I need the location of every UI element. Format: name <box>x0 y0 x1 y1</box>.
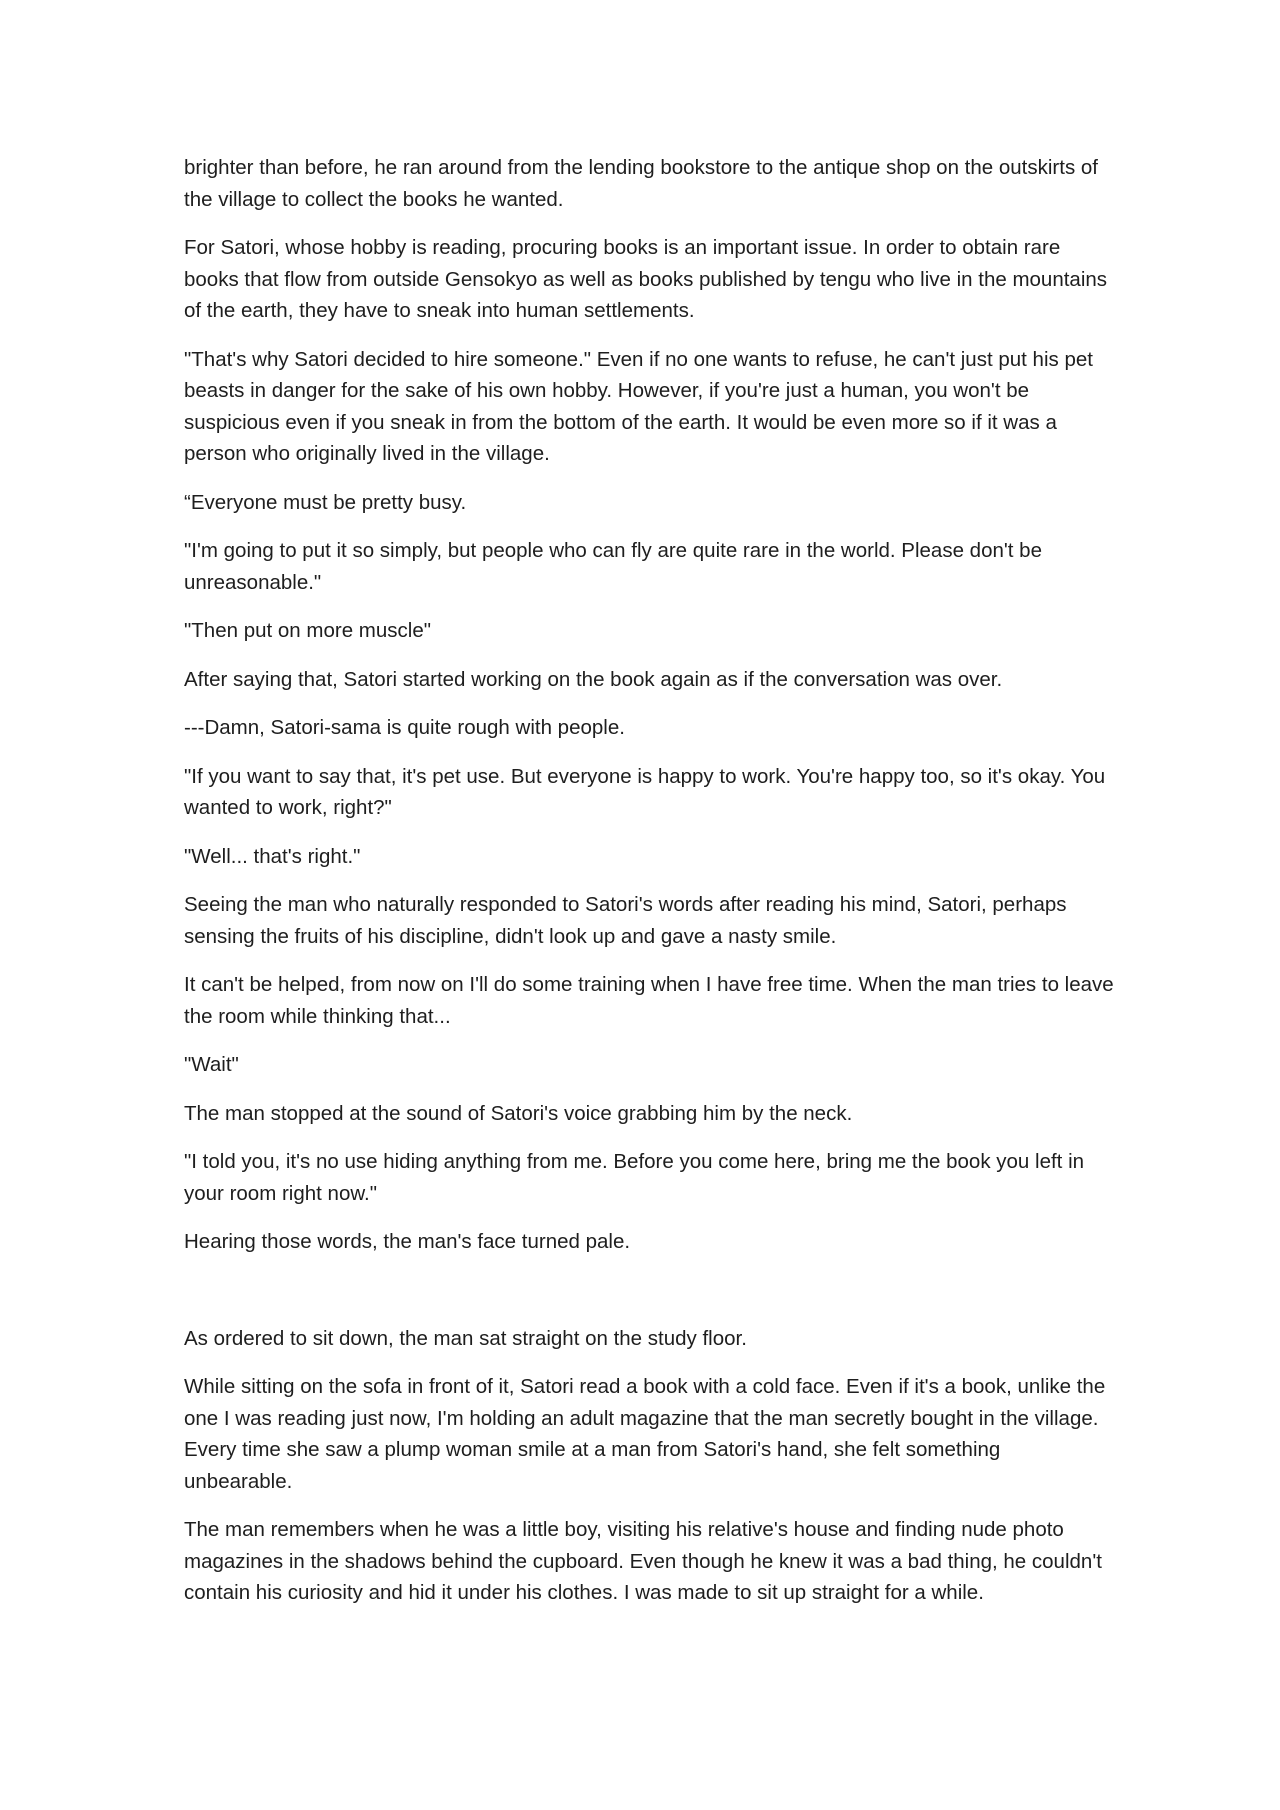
paragraph: While sitting on the sofa in front of it, Satori read a book with a cold face. Even if it's a book, unlike the one I was reading just now, I'm holding an adult magazine that the man secretly bought in the village. Every time she saw a plump woman smile at a man from Satori's hand, she felt something unbearable. <box>184 1375 1106 1493</box>
paragraph: "I told you, it's no use hiding anything from me. Before you come here, bring me the book you left in your room right now." <box>184 1150 1085 1205</box>
paragraph: After saying that, Satori started working on the book again as if the conversation was over. <box>184 667 1003 691</box>
paragraph: "Wait" <box>184 1053 239 1076</box>
paragraph: ---Damn, Satori-sama is quite rough with people. <box>184 716 625 739</box>
paragraph: The man remembers when he was a little boy, visiting his relative's house and finding nude photo magazines in the shadows behind the cupboard. Even though he knew it was a bad thing, he couldn't contain his curiosity and hid it under his clothes. I was made to sit up straight for a while. <box>184 1518 1102 1604</box>
paragraph: The man stopped at the sound of Satori's voice grabbing him by the neck. <box>184 1101 853 1125</box>
paragraph: "If you want to say that, it's pet use. But everyone is happy to work. You're happy too, so it's okay. You wanted to work, right?" <box>184 764 1106 819</box>
paragraph: Hearing those words, the man's face turned pale. <box>184 1230 631 1253</box>
paragraph: brighter than before, he ran around from the lending bookstore to the antique shop on the outskirts of the village to collect the books he wanted. <box>184 156 1098 211</box>
paragraph: "Well... that's right." <box>184 844 361 868</box>
paragraph: "Then put on more muscle" <box>184 619 432 642</box>
paragraph: It can't be helped, from now on I'll do some training when I have free time. When the man tries to leave the room while thinking that... <box>184 973 1114 1028</box>
paragraph: "I'm going to put it so simply, but people who can fly are quite rare in the world. Please don't be unreasonable." <box>184 539 1042 594</box>
paragraph: “Everyone must be pretty busy. <box>184 490 467 514</box>
paragraph: As ordered to sit down, the man sat straight on the study floor. <box>184 1326 747 1350</box>
paragraph: Seeing the man who naturally responded to Satori's words after reading his mind, Satori, perhaps sensing the fruits of his discipline, didn't look up and gave a nasty smile. <box>184 893 1067 948</box>
document-body <box>184 152 1114 1626</box>
scene-break <box>184 1275 1114 1323</box>
paragraph: For Satori, whose hobby is reading, procuring books is an important issue. In order to obtain rare books that flow from outside Gensokyo as well as books published by tengu who live in the mountains of the earth, they have to sneak into human settlements. <box>184 236 1108 322</box>
paragraph: "That's why Satori decided to hire someone." Even if no one wants to refuse, he can't just put his pet beasts in danger for the sake of his own hobby. However, if you're just a human, you won't be suspicious even if you sneak in from the bottom of the earth. It would be even more so if it was a person who originally lived in the village. <box>184 347 1093 465</box>
